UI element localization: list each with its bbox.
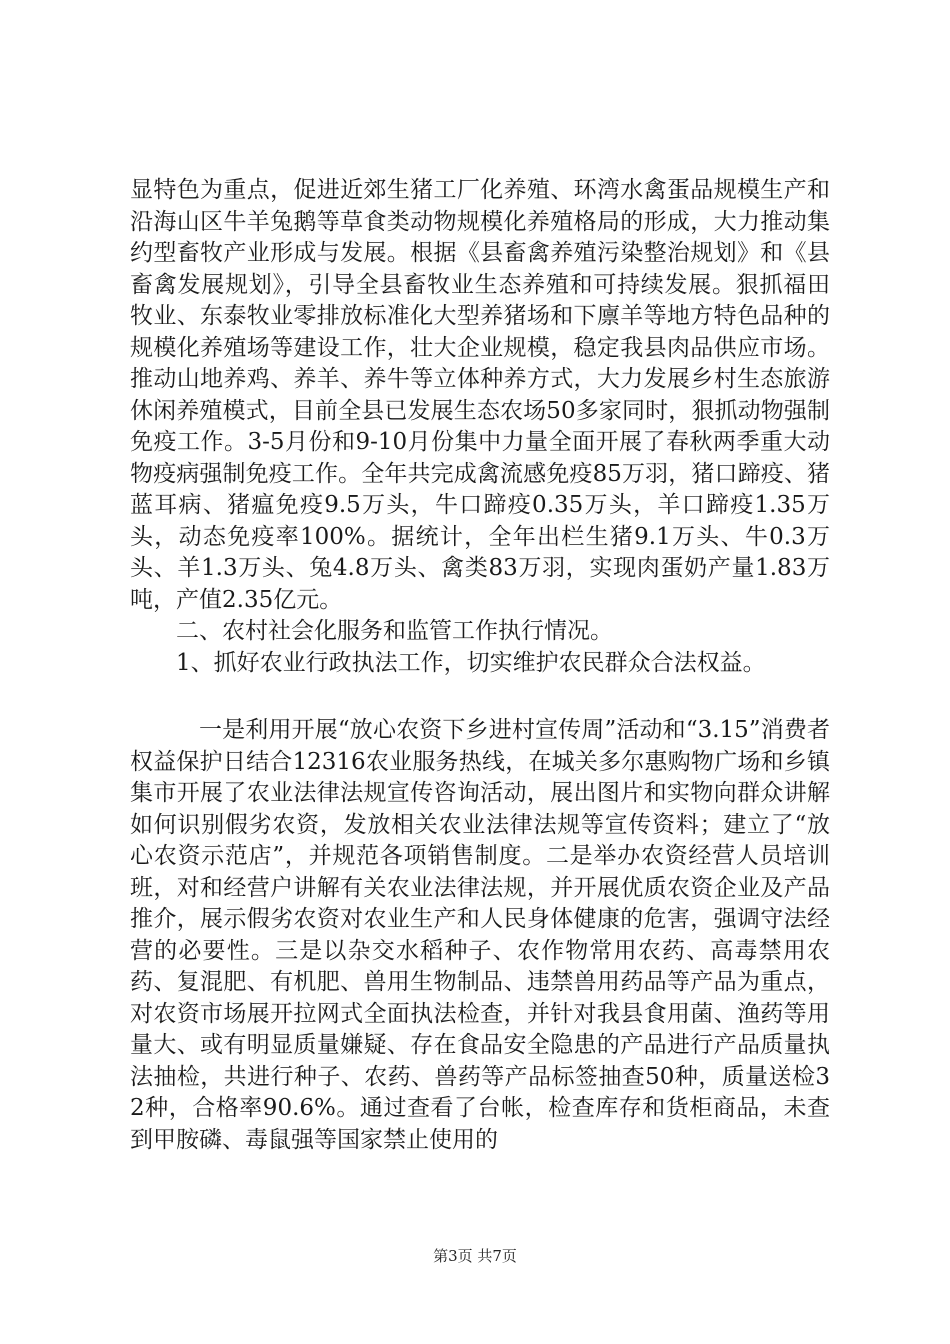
section-heading-rural-services: 二、农村社会化服务和监管工作执行情况。	[176, 618, 613, 644]
document-body	[130, 175, 830, 1156]
body-paragraph-livestock: 显特色为重点，促进近郊生猪工厂化养殖、环湾水禽蛋品规模生产和沿海山区牛羊兔鹅等草食类动物规模化养殖格局的形成，大力推动集约型畜牧产业形成与发展。根据《县畜禽养殖污染整治规划》和《县畜禽发展规划》，引导全县畜牧业生态养殖和可持续发展。狠抓福田牧业、东泰牧业零排放标准化大型养猪场和下廪羊等地方特色品种的规模化养殖场等建设工作，壮大企业规模，稳定我县肉品供应市场。推动山地养鸡、养羊、养牛等立体种养方式，大力发展乡村生态旅游休闲养殖模式，目前全县已发展生态农场50多家同时，狠抓动物强制免疫工作。3-5月份和9-10月份集中力量全面开展了春秋两季重大动物疫病强制免疫工作。全年共完成禽流感免疫85万羽，猪口蹄疫、猪蓝耳病、猪瘟免疫9.5万头，牛口蹄疫0.35万头，羊口蹄疫1.35万头，动态免疫率100%。据统计，全年出栏生猪9.1万头、牛0.3万头、羊1.3万头、兔4.8万头、禽类83万羽，实现肉蛋奶产量1.83万吨，产值2.35亿元。	[130, 177, 830, 613]
body-paragraph-enforcement: 一是利用开展“放心农资下乡进村宣传周”活动和“3.15”消费者权益保护日结合12316农业服务热线，在城关多尔惠购物广场和乡镇集市开展了农业法律法规宣传咨询活动，展出图片和实物向群众讲解如何识别假劣农资，发放相关农业法律法规等宣传资料；建立了“放心农资示范店”，并规范各项销售制度。二是举办农资经营人员培训班，对和经营户讲解有关农业法律法规，并开展优质农资企业及产品推介，展示假劣农资对农业生产和人民身体健康的危害，强调守法经营的必要性。三是以杂交水稻种子、农作物常用农药、高毒禁用农药、复混肥、有机肥、兽用生物制品、违禁兽用药品等产品为重点，对农资市场展开拉网式全面执法检查，并针对我县食用菌、渔药等用量大、或有明显质量嫌疑、存在食品安全隐患的产品进行产品质量执法抽检，共进行种子、农药、兽药等产品标签抽查50种，质量送检32种，合格率90.6%。通过查看了台帐，检查库存和货柜商品，未查到甲胺磷、毒鼠强等国家禁止使用的	[130, 717, 830, 1153]
subsection-heading-law-enforcement: 1、抓好农业行政执法工作，切实维护农民群众合法权益。	[176, 649, 766, 676]
page-number-footer: 第3页 共7页	[433, 1247, 517, 1265]
